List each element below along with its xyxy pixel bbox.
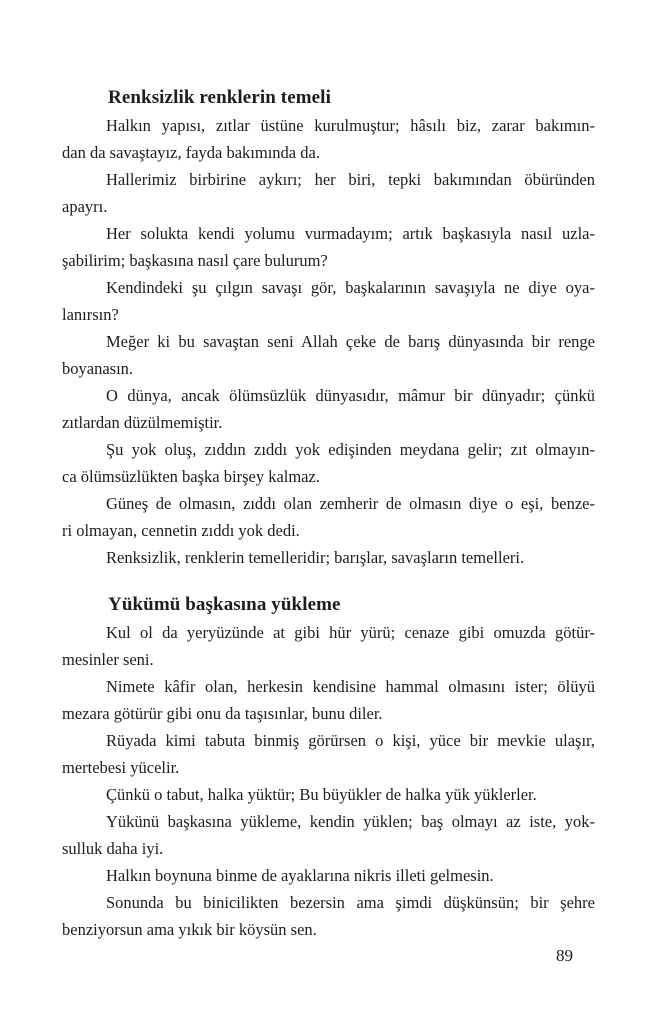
- page-number: 89: [556, 946, 573, 965]
- paragraph: [62, 862, 595, 889]
- text-line: Halkın yapısı, zıtlar üstüne kurulmuştur; hâsılı biz, zarar bakımın-: [106, 116, 595, 135]
- paragraph: [62, 544, 595, 571]
- paragraph: [62, 889, 595, 943]
- text-line: Kul ol da yeryüzünde at gibi hür yürü; cenaze gibi omuzda götür-: [106, 623, 595, 642]
- text-line: mertebesi yücelir.: [62, 758, 180, 777]
- paragraph: [62, 382, 595, 436]
- text-line: dan da savaştayız, fayda bakımında da.: [62, 143, 320, 162]
- text-line: mesinler seni.: [62, 650, 154, 669]
- text-line: boyanasın.: [62, 359, 134, 378]
- paragraph: [62, 673, 595, 727]
- paragraph: [62, 490, 595, 544]
- section: [62, 84, 595, 571]
- paragraph: [62, 781, 595, 808]
- text-line: Çünkü o tabut, halka yüktür; Bu büyükler de halka yük yüklerler.: [106, 785, 537, 804]
- text-line: Rüyada kimi tabuta binmiş görürsen o kişi, yüce bir mevkie ulaşır,: [106, 731, 595, 750]
- text-line: Renksizlik, renklerin temelleridir; barışlar, savaşların temelleri.: [106, 548, 525, 567]
- text-line: Yükünü başkasına yükleme, kendin yüklen; baş olmayı az iste, yok-: [106, 812, 595, 831]
- paragraph: [62, 808, 595, 862]
- text-line: Her solukta kendi yolumu vurmadayım; artık başkasıyla nasıl uzla-: [106, 224, 595, 243]
- text-line: Halkın boynuna binme de ayaklarına nikris illeti gelmesin.: [106, 866, 494, 885]
- paragraph: [62, 112, 595, 166]
- paragraph: [62, 436, 595, 490]
- section-heading: Yükümü başkasına yükleme: [108, 594, 341, 615]
- page-body: [62, 84, 595, 943]
- text-line: ri olmayan, cennetin zıddı yok dedi.: [62, 521, 300, 540]
- text-line: Güneş de olmasın, zıddı olan zemherir de olmasın diye o eşi, benze-: [106, 494, 595, 513]
- text-line: Kendindeki şu çılgın savaşı gör, başkalarının savaşıyla ne diye oya-: [106, 278, 595, 297]
- text-line: şabilirim; başkasına nasıl çare bulurum?: [62, 251, 328, 270]
- text-line: O dünya, ancak ölümsüzlük dünyasıdır, mâmur bir dünyadır; çünkü: [106, 386, 595, 405]
- text-line: apayrı.: [62, 197, 108, 216]
- text-line: mezara götürür gibi onu da taşısınlar, bunu diler.: [62, 704, 383, 723]
- text-line: Şu yok oluş, zıddın zıddı yok edişinden meydana gelir; zıt olmayın-: [106, 440, 595, 459]
- paragraph: [62, 619, 595, 673]
- text-line: zıtlardan düzülmemiştir.: [62, 413, 223, 432]
- paragraph: [62, 727, 595, 781]
- paragraph: [62, 274, 595, 328]
- text-line: lanırsın?: [62, 305, 119, 324]
- section-heading: Renksizlik renklerin temeli: [108, 87, 331, 108]
- text-line: benziyorsun ama yıkık bir köysün sen.: [62, 920, 317, 939]
- text-line: Sonunda bu binicilikten bezersin ama şimdi düşkünsün; bir şehre: [106, 893, 595, 912]
- paragraph: [62, 220, 595, 274]
- text-line: Meğer ki bu savaştan seni Allah çeke de barış dünyasında bir renge: [106, 332, 595, 351]
- text-line: ca ölümsüzlükten başka birşey kalmaz.: [62, 467, 320, 486]
- text-line: Hallerimiz birbirine aykırı; her biri, tepki bakımından öbüründen: [106, 170, 595, 189]
- section: [62, 591, 595, 943]
- text-line: sulluk daha iyi.: [62, 839, 164, 858]
- paragraph: [62, 328, 595, 382]
- paragraph: [62, 166, 595, 220]
- text-line: Nimete kâfir olan, herkesin kendisine hammal olmasını ister; ölüyü: [106, 677, 595, 696]
